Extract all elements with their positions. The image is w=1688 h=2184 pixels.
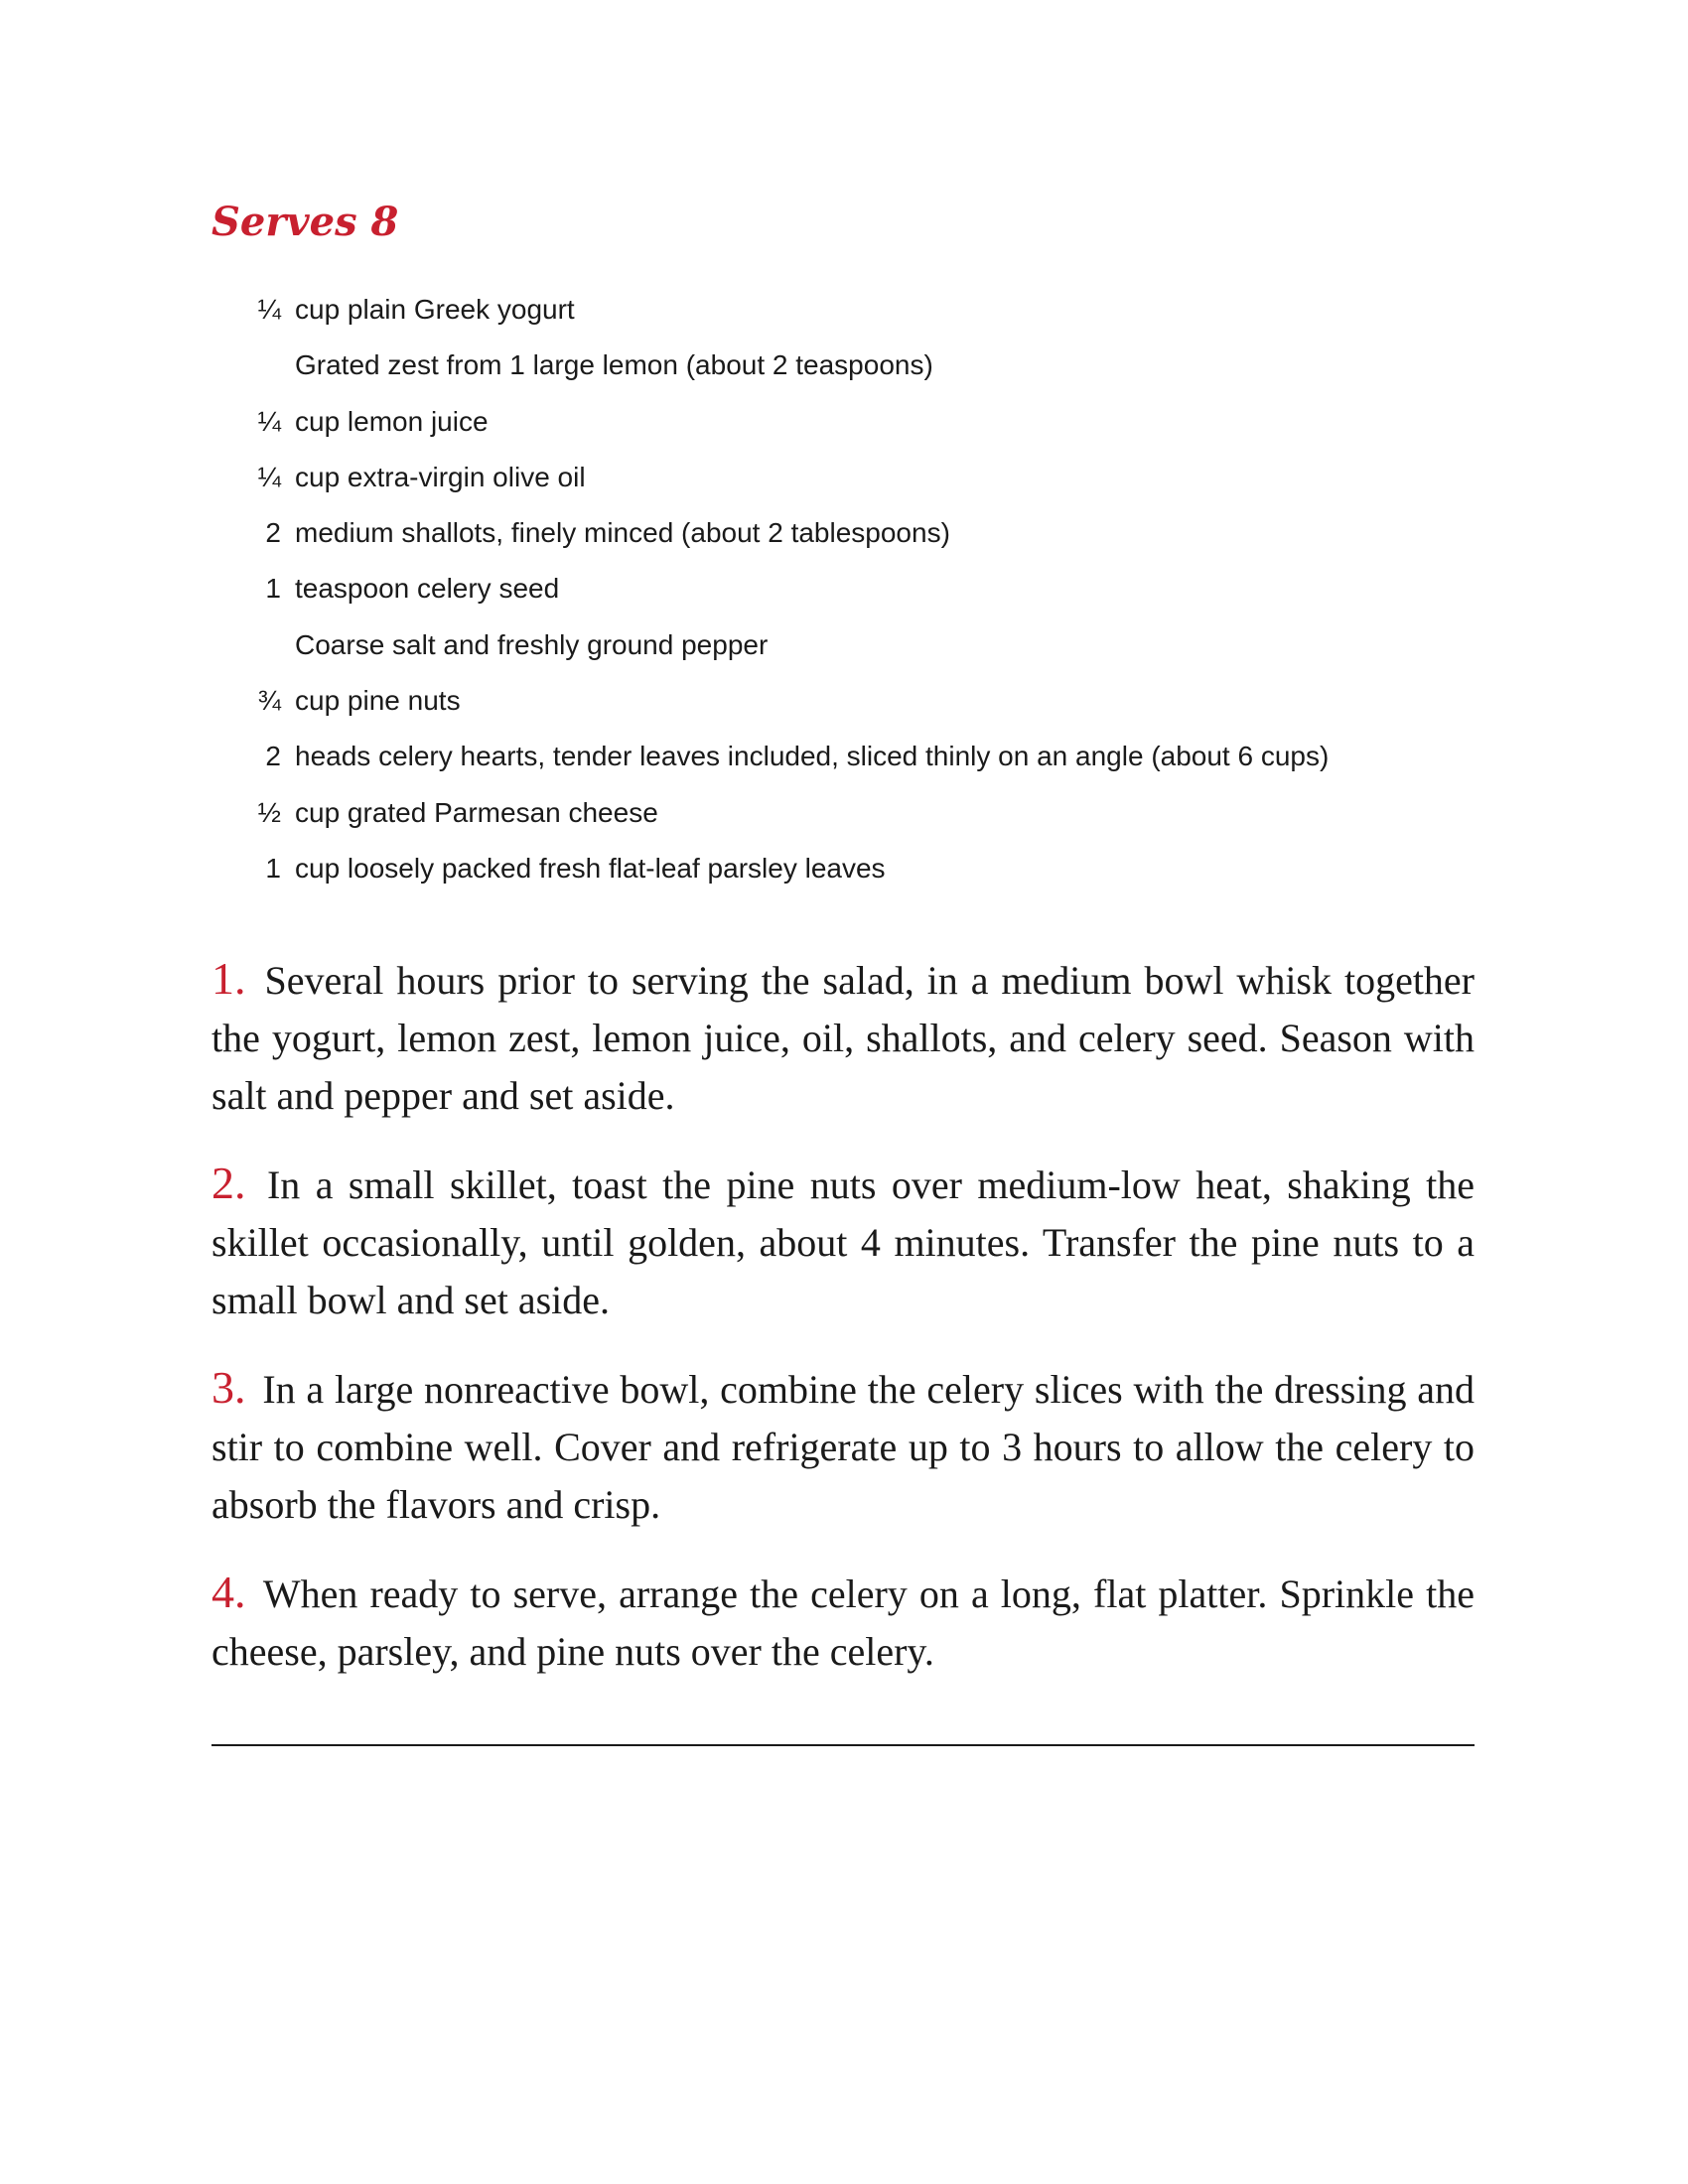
ingredient-item [211, 406, 1475, 462]
ingredient-item [211, 685, 1475, 741]
ingredient-qty: ¼ [257, 461, 281, 492]
ingredient-desc: cup lemon juice [295, 405, 489, 437]
ingredient-desc: cup pine nuts [295, 685, 461, 717]
step-number: 2. [211, 1158, 246, 1209]
ingredient-item [211, 741, 1475, 796]
ingredient-desc: cup plain Greek yogurt [295, 294, 575, 325]
step-text: Several hours prior to serving the salad, in a medium bowl whisk together the yogurt, lemon zest, lemon juice, oil, shallots, and celery seed. Season with salt and pepper and set aside. [211, 958, 1476, 1119]
ingredient-item [211, 853, 1475, 908]
step-paragraph [211, 950, 1475, 1125]
ingredient-item [211, 629, 1475, 685]
ingredient-desc: Coarse salt and freshly ground pepper [295, 628, 769, 660]
ingredient-qty: 1 [265, 852, 281, 884]
ingredient-desc: medium shallots, finely minced (about 2 tablespoons) [295, 517, 950, 549]
ingredient-qty: 1 [265, 573, 281, 605]
ingredient-desc: heads celery hearts, tender leaves included, sliced thinly on an angle (about 6 cups) [295, 741, 1330, 772]
step-text: In a large nonreactive bowl, combine the celery slices with the dressing and stir to combine well. Cover and refrigerate up to 3 hours to allow the celery to absorb the flavors and crisp. [211, 1367, 1476, 1528]
ingredient-qty: ¼ [257, 294, 281, 325]
ingredient-qty: ½ [257, 796, 281, 828]
step-paragraph [211, 1564, 1475, 1681]
ingredient-item [211, 573, 1475, 628]
step-paragraph [211, 1155, 1475, 1329]
ingredient-item [211, 462, 1475, 517]
ingredient-desc: Grated zest from 1 large lemon (about 2 teaspoons) [295, 349, 933, 381]
ingredient-item [211, 517, 1475, 573]
step-text: When ready to serve, arrange the celery on a long, flat platter. Sprinkle the cheese, parsley, and pine nuts over the celery. [211, 1571, 1475, 1675]
ingredient-desc: cup extra-virgin olive oil [295, 461, 586, 492]
ingredient-list [211, 294, 1475, 908]
ingredient-desc: cup loosely packed fresh flat-leaf parsley leaves [295, 852, 886, 884]
ingredient-desc: teaspoon celery seed [295, 573, 560, 605]
step-number: 1. [211, 953, 246, 1005]
ingredient-qty: ¾ [257, 685, 281, 717]
recipe-page [211, 199, 1475, 1710]
ingredient-qty: 2 [265, 517, 281, 549]
ingredient-qty: ¼ [257, 405, 281, 437]
ingredient-item [211, 294, 1475, 349]
step-paragraph [211, 1359, 1475, 1534]
ingredient-qty: 2 [265, 741, 281, 772]
serves-heading: Serves 8 [211, 199, 399, 245]
section-divider [211, 1744, 1475, 1746]
ingredient-item [211, 797, 1475, 853]
step-number: 4. [211, 1567, 246, 1618]
ingredient-item [211, 349, 1475, 405]
step-number: 3. [211, 1362, 246, 1414]
ingredient-desc: cup grated Parmesan cheese [295, 796, 658, 828]
step-text: In a small skillet, toast the pine nuts over medium-low heat, shaking the skillet occasionally, until golden, about 4 minutes. Transfer the pine nuts to a small bowl and set aside. [211, 1162, 1475, 1323]
